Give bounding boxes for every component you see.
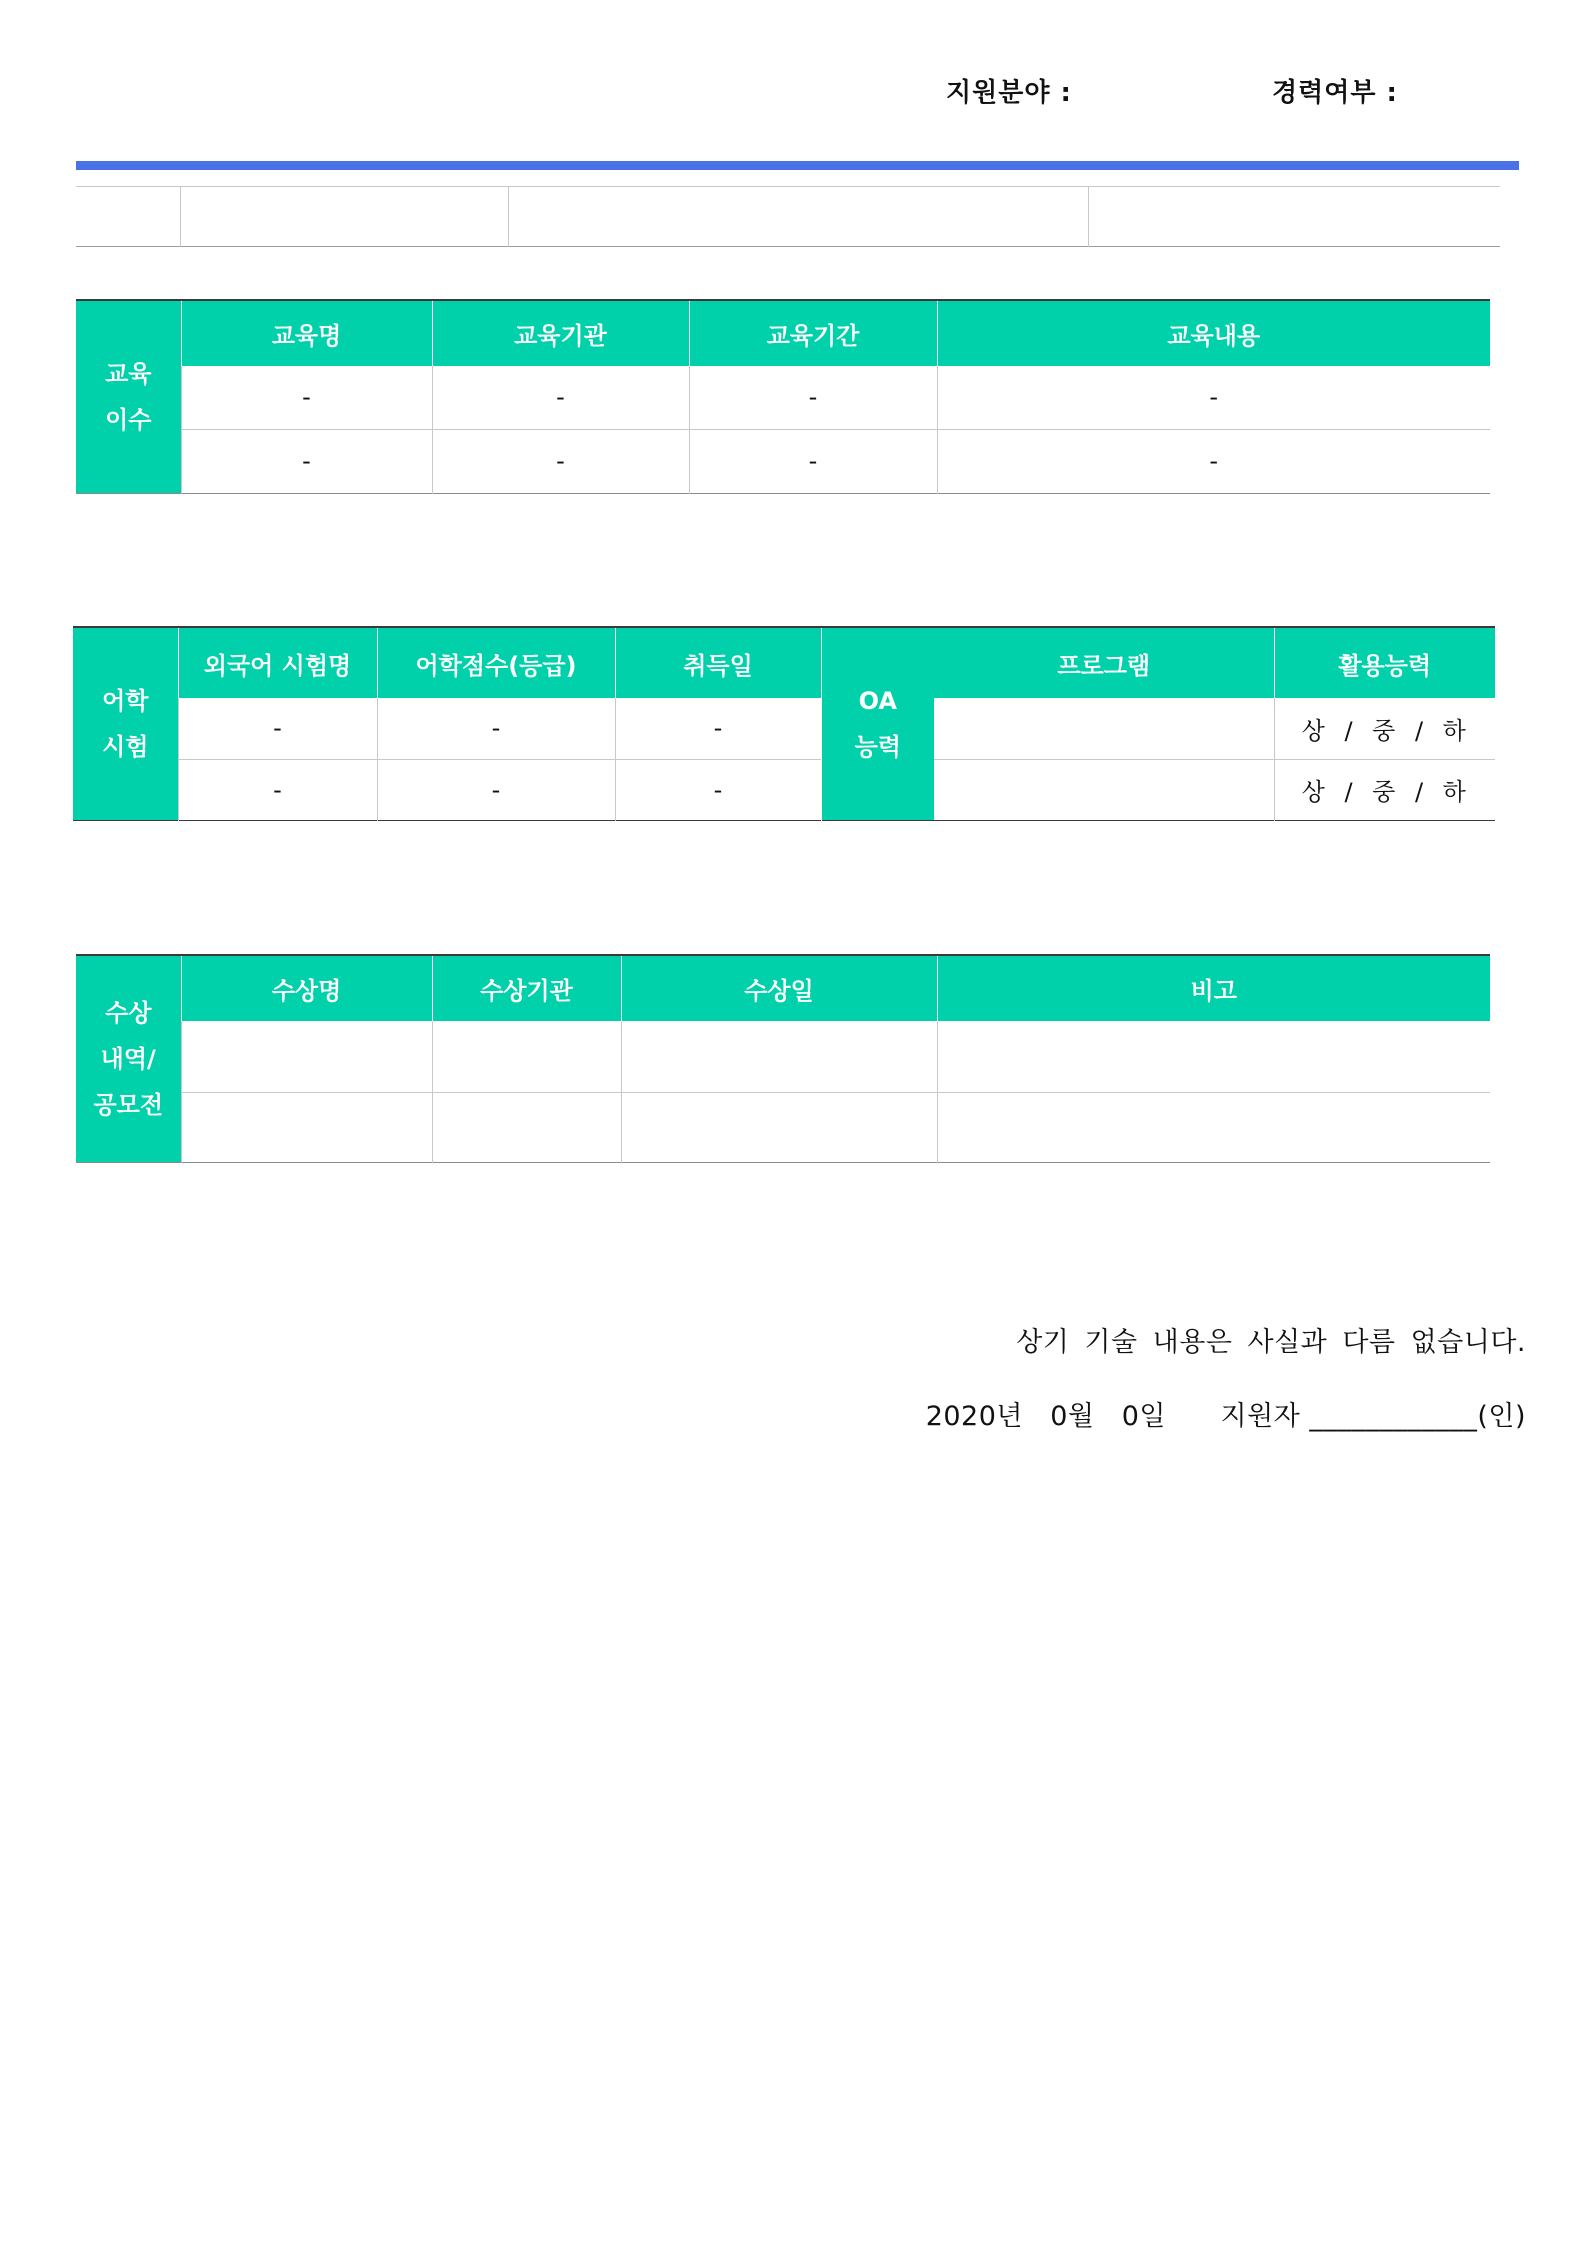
oa-level-cell[interactable]: 상 / 중 / 하: [1274, 698, 1495, 759]
table-cell[interactable]: -: [432, 366, 689, 429]
header-divider: [76, 161, 1519, 170]
blank-info-table: [76, 186, 1500, 247]
col-header: 교육내용: [937, 300, 1490, 366]
table-cell[interactable]: [181, 1092, 432, 1162]
field-label: 지원분야 :: [946, 78, 1072, 108]
table-cell[interactable]: -: [937, 429, 1490, 493]
table-cell[interactable]: -: [689, 429, 937, 493]
table-cell[interactable]: [432, 1092, 621, 1162]
oa-program-cell[interactable]: [934, 698, 1274, 759]
col-header: 활용능력: [1274, 627, 1495, 698]
education-side-label: [76, 300, 181, 493]
table-cell[interactable]: -: [615, 759, 821, 820]
col-header: 수상명: [181, 955, 432, 1021]
oa-level-cell[interactable]: 상 / 중 / 하: [1274, 759, 1495, 820]
language-side-label: [73, 627, 178, 820]
table-cell[interactable]: [937, 1021, 1490, 1092]
table-cell[interactable]: -: [181, 366, 432, 429]
awards-side-label: [76, 955, 181, 1162]
col-header: 취득일: [615, 627, 821, 698]
awards-side-line1: 수상: [105, 998, 152, 1027]
statement-text: 상기 기술 내용은 사실과 다름 없습니다.: [1016, 1327, 1526, 1358]
table-cell[interactable]: -: [377, 759, 615, 820]
education-side-line1: 교육: [105, 359, 152, 388]
table-cell[interactable]: [432, 1021, 621, 1092]
col-header: 비고: [937, 955, 1490, 1021]
oa-side-line2: 능력: [854, 732, 901, 761]
col-header: 교육기관: [432, 300, 689, 366]
language-side-line2: 시험: [102, 732, 149, 761]
oa-program-cell[interactable]: [934, 759, 1274, 820]
table-cell[interactable]: [181, 1021, 432, 1092]
language-side-line1: 어학: [102, 686, 149, 715]
blank-cell: [180, 187, 508, 247]
table-cell[interactable]: -: [615, 698, 821, 759]
table-cell[interactable]: -: [689, 366, 937, 429]
col-header: 교육명: [181, 300, 432, 366]
oa-side-line1: OA: [858, 686, 897, 715]
col-header: 프로그램: [934, 627, 1274, 698]
col-header: 교육기간: [689, 300, 937, 366]
oa-side-label: [821, 627, 934, 820]
table-cell[interactable]: [937, 1092, 1490, 1162]
table-cell[interactable]: -: [937, 366, 1490, 429]
col-header: 어학점수(등급): [377, 627, 615, 698]
table-cell[interactable]: [621, 1021, 937, 1092]
table-cell[interactable]: -: [178, 759, 377, 820]
blank-cell: [76, 187, 180, 247]
awards-table: [76, 954, 1490, 1163]
blank-cell: [1088, 187, 1500, 247]
awards-side-line2: 내역/: [100, 1044, 156, 1073]
education-side-line2: 이수: [105, 405, 152, 434]
table-cell[interactable]: -: [377, 698, 615, 759]
language-oa-table: [73, 626, 1495, 821]
table-cell[interactable]: -: [178, 698, 377, 759]
table-cell[interactable]: [621, 1092, 937, 1162]
awards-side-line3: 공모전: [93, 1090, 164, 1119]
blank-cell: [508, 187, 1088, 247]
table-cell[interactable]: -: [432, 429, 689, 493]
career-label: 경력여부 :: [1272, 78, 1398, 108]
col-header: 수상기관: [432, 955, 621, 1021]
education-table: [76, 299, 1490, 494]
col-header: 수상일: [621, 955, 937, 1021]
date-signature-line: 2020년 0월 0일 지원자 ____________(인): [925, 1401, 1526, 1432]
col-header: 외국어 시험명: [178, 627, 377, 698]
table-cell[interactable]: -: [181, 429, 432, 493]
